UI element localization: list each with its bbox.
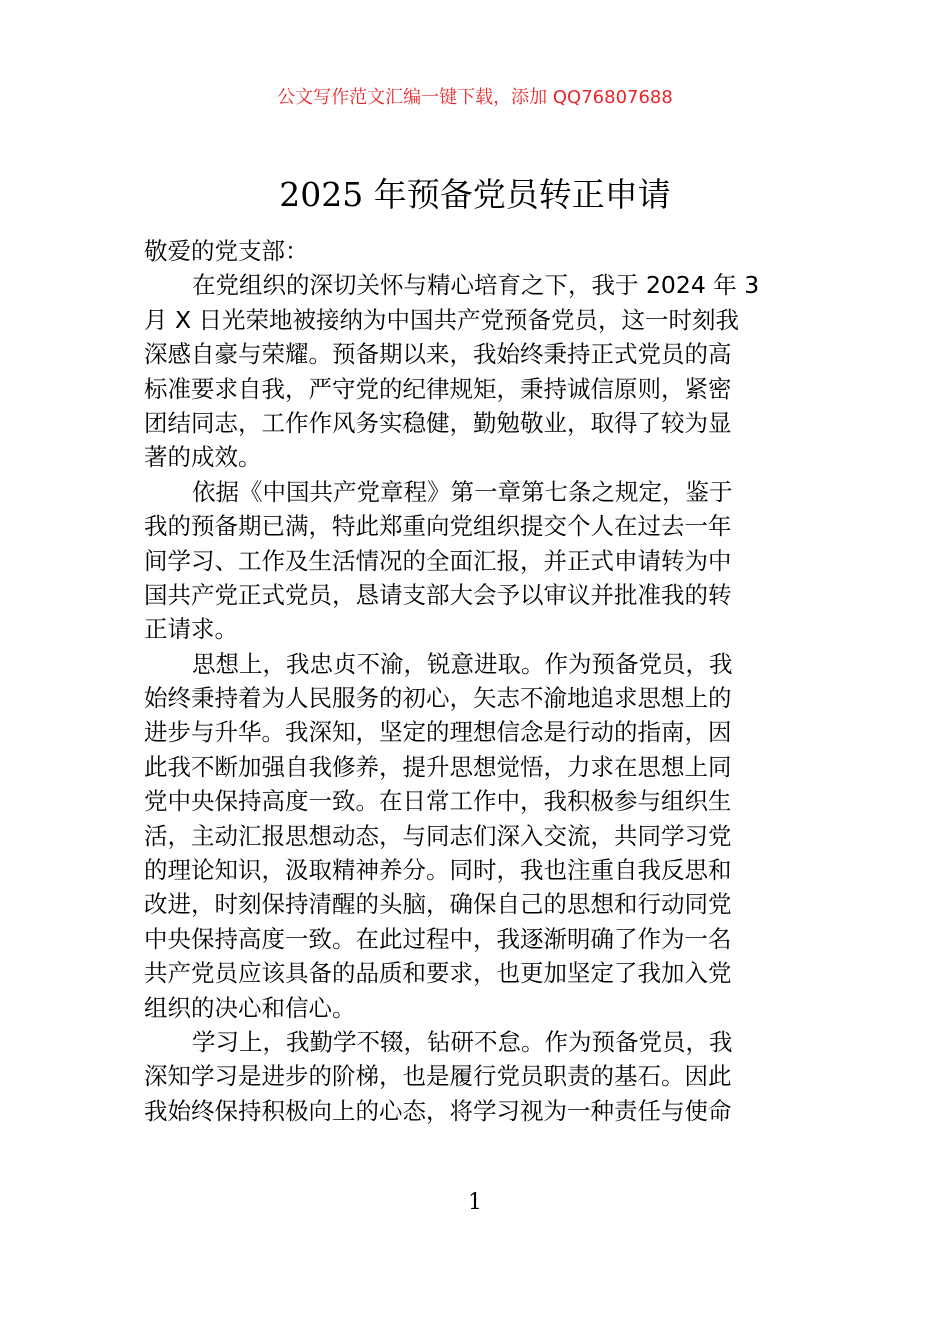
document-title: 2025 年预备党员转正申请	[279, 175, 671, 214]
paragraph-line: 的理论知识，汲取精神养分。同时，我也注重自我反思和	[144, 856, 732, 885]
salutation: 敬爱的党支部：	[144, 237, 309, 265]
paragraph-line: 正请求。	[144, 615, 238, 644]
paragraph-line: 月 X 日光荣地被接纳为中国共产党预备党员，这一时刻我	[144, 305, 740, 334]
paragraph-line: 标准要求自我，严守党的纪律规矩，秉持诚信原则，紧密	[144, 374, 732, 403]
paragraph-2	[144, 475, 814, 647]
document-body	[144, 234, 814, 1128]
paragraph-line: 此我不断加强自我修养，提升思想觉悟，力求在思想上同	[144, 752, 732, 781]
paragraph-line: 进步与升华。我深知，坚定的理想信念是行动的指南，因	[144, 718, 732, 747]
paragraph-line: 中央保持高度一致。在此过程中，我逐渐明确了作为一名	[144, 924, 732, 953]
paragraph-line: 我的预备期已满，特此郑重向党组织提交个人在过去一年	[144, 512, 732, 541]
paragraph-line: 深感自豪与荣耀。预备期以来，我始终秉持正式党员的高	[144, 340, 732, 369]
paragraph-4	[144, 1025, 814, 1128]
paragraph-line: 学习上，我勤学不辍，钻研不怠。作为预备党员，我	[192, 1027, 733, 1056]
paragraph-line: 改进，时刻保持清醒的头脑，确保自己的思想和行动同党	[144, 890, 732, 919]
paragraph-3	[144, 647, 814, 1025]
paragraph-line: 著的成效。	[144, 443, 262, 472]
paragraph-line: 依据《中国共产党章程》第一章第七条之规定，鉴于	[192, 477, 733, 506]
paragraph-1	[144, 268, 814, 474]
page-number: 1	[468, 1190, 482, 1215]
paragraph-line: 间学习、工作及生活情况的全面汇报，并正式申请转为中	[144, 546, 732, 575]
paragraph-line: 党中央保持高度一致。在日常工作中，我积极参与组织生	[144, 787, 732, 816]
paragraph-line: 国共产党正式党员，恳请支部大会予以审议并批准我的转	[144, 580, 732, 609]
watermark-banner: 公文写作范文汇编一键下载，添加 QQ76807688	[277, 87, 673, 108]
paragraph-line: 组织的决心和信心。	[144, 993, 356, 1022]
paragraph-line: 共产党员应该具备的品质和要求，也更加坚定了我加入党	[144, 959, 732, 988]
paragraph-line: 我始终保持积极向上的心态，将学习视为一种责任与使命	[144, 1096, 732, 1125]
paragraph-line: 思想上，我忠贞不渝，锐意进取。作为预备党员，我	[192, 649, 733, 678]
paragraph-line: 在党组织的深切关怀与精心培育之下，我于 2024 年 3	[192, 271, 760, 300]
paragraph-line: 始终秉持着为人民服务的初心，矢志不渝地追求思想上的	[144, 684, 732, 713]
paragraph-line: 活，主动汇报思想动态，与同志们深入交流，共同学习党	[144, 821, 732, 850]
paragraph-line: 团结同志，工作作风务实稳健，勤勉敬业，取得了较为显	[144, 408, 732, 437]
paragraph-line: 深知学习是进步的阶梯，也是履行党员职责的基石。因此	[144, 1062, 732, 1091]
